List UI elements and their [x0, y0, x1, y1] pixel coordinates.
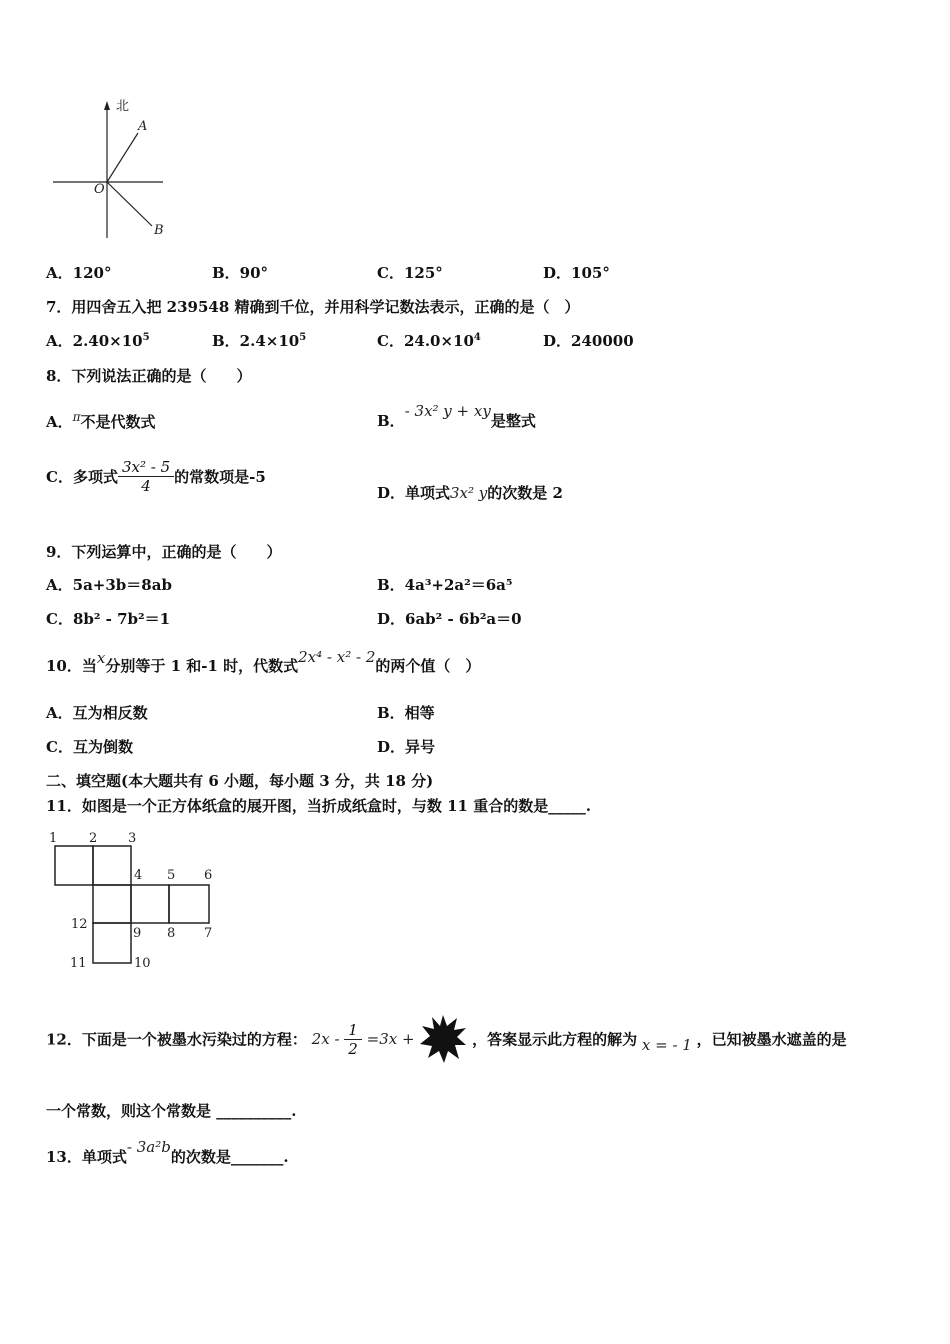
net-label-3: 3 [128, 831, 137, 846]
q11-stem: 11．如图是一个正方体纸盒的展开图，当折成纸盒时，与数 11 重合的数是_____. [46, 797, 591, 815]
q9-option-d: D．6ab² - 6b²a＝0 [377, 610, 522, 628]
q8-option-d: D．单项式3x² y的次数是 2 [377, 484, 563, 502]
net-square-top-mid [93, 846, 131, 885]
net-label-8: 8 [167, 926, 176, 941]
ink-blot [419, 1014, 467, 1064]
point-b-label: B [154, 223, 164, 238]
q6-option-c: C．125° [377, 264, 443, 282]
net-square-bottom [93, 923, 131, 963]
net-square-mid-3 [169, 885, 209, 923]
net-label-7: 7 [204, 926, 213, 941]
net-label-6: 6 [204, 868, 213, 883]
q8-option-c: C．多项式 $\frac{\text{3x² - 5}}{4}$ 的常数项是-5 [46, 458, 266, 495]
q8-option-a: A．$^\pi$不是代数式 [46, 410, 156, 431]
q10-option-d: D．异号 [377, 738, 436, 756]
q6-option-b: B．90° [212, 264, 269, 282]
net-square-mid-1 [93, 885, 131, 923]
net-square-top-left [55, 846, 93, 885]
net-label-2: 2 [89, 831, 98, 846]
section-heading: 二、填空题(本大题共有 6 小题，每小题 3 分，共 18 分) [46, 772, 434, 790]
q9-option-c: C．8b² - 7b²＝1 [46, 610, 171, 628]
point-a-label: A [138, 119, 148, 134]
q10-stem: 10．当x分别等于 1 和-1 时，代数式2x⁴ - x² - 2的两个值（ ） [46, 648, 481, 675]
ray-ob [107, 182, 152, 226]
compass-diagram [50, 98, 170, 243]
q8-option-b: B．- 3x² y + xy是整式 [377, 402, 536, 430]
ray-oa [107, 133, 138, 182]
q7-option-a: A．$2.40\times 10^5$ [46, 332, 150, 350]
q9-stem: 9．下列运算中，正确的是（ ） [46, 543, 282, 561]
net-label-12: 12 [71, 917, 88, 932]
q8-stem: 8．下列说法正确的是（ ） [46, 367, 252, 385]
net-label-10: 10 [134, 956, 151, 971]
q6-option-a: A．120° [46, 264, 112, 282]
q9-option-b: B．4a³+2a²＝6a⁵ [377, 576, 513, 594]
q7-option-c: C．$24.0\times 10^4$ [377, 332, 481, 350]
q10-option-a: A．互为相反数 [46, 704, 148, 722]
net-label-5: 5 [167, 868, 176, 883]
q9-option-a: A．5a+3b＝8ab [46, 576, 172, 594]
net-label-11: 11 [70, 956, 87, 971]
q12-line1: 12．下面是一个被墨水污染过的方程： 2x - $\frac{1}{2}$ =3x + ，答案显示此方程的解为 x = - 1 ，已知被墨水遮盖的是 [46, 1014, 847, 1070]
net-label-9: 9 [133, 926, 142, 941]
net-square-mid-2 [131, 885, 169, 923]
q7-stem: 7．用四舍五入把 239548 精确到千位，并用科学记数法表示，正确的是（ ） [46, 298, 580, 316]
north-label: 北 [116, 99, 130, 114]
q13-stem: 13．单项式- 3a²b的次数是_______. [46, 1138, 289, 1166]
origin-label: O [94, 182, 105, 197]
q10-option-c: C．互为倒数 [46, 738, 133, 756]
net-label-1: 1 [49, 831, 58, 846]
q10-option-b: B．相等 [377, 704, 435, 722]
q12-line2: 一个常数，则这个常数是 __________. [46, 1102, 297, 1120]
q6-option-d: D．105° [543, 264, 610, 282]
q7-option-b: B．$2.4\times 10^5$ [212, 332, 307, 350]
cube-net-diagram [40, 826, 230, 976]
north-arrow [104, 101, 110, 110]
net-label-4: 4 [134, 868, 143, 883]
q7-option-d: D．240000 [543, 332, 634, 350]
